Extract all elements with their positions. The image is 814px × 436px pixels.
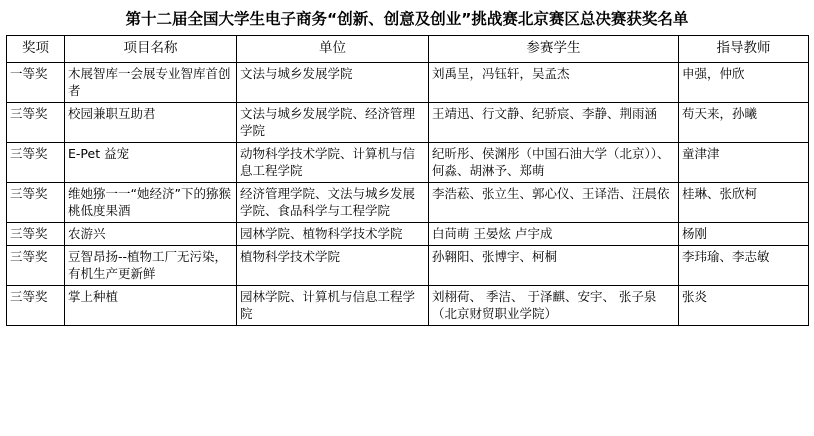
cell-students: 白苘萌 王晏炫 卢宇成 xyxy=(429,223,679,246)
table-row xyxy=(7,246,809,286)
column-header-unit: 单位 xyxy=(237,36,429,63)
column-header-award: 奖项 xyxy=(7,36,65,63)
cell-unit: 经济管理学院、文法与城乡发展学院、食品科学与工程学院 xyxy=(237,183,429,223)
cell-unit: 园林学院、计算机与信息工程学院 xyxy=(237,286,429,326)
cell-students: 孙翱阳、张博宇、柯桐 xyxy=(429,246,679,286)
cell-project: 掌上种植 xyxy=(65,286,237,326)
cell-teachers: 张炎 xyxy=(679,286,809,326)
cell-unit: 文法与城乡发展学院 xyxy=(237,63,429,103)
cell-award: 三等奖 xyxy=(7,103,65,143)
table-row xyxy=(7,286,809,326)
cell-teachers: 桂琳、张欣柯 xyxy=(679,183,809,223)
cell-project: 农游兴 xyxy=(65,223,237,246)
cell-teachers: 李玮瑜、李志敏 xyxy=(679,246,809,286)
table-header-row xyxy=(7,36,809,63)
cell-award: 三等奖 xyxy=(7,246,65,286)
cell-students: 李浩菘、张立生、郭心仪、王译浩、汪晨依 xyxy=(429,183,679,223)
cell-award: 三等奖 xyxy=(7,143,65,183)
table-row xyxy=(7,183,809,223)
cell-teachers: 申强，仲欣 xyxy=(679,63,809,103)
cell-award: 三等奖 xyxy=(7,286,65,326)
column-header-students: 参赛学生 xyxy=(429,36,679,63)
cell-students: 刘禹呈，冯钰轩，吴孟杰 xyxy=(429,63,679,103)
cell-award: 三等奖 xyxy=(7,223,65,246)
table-row xyxy=(7,63,809,103)
table-row xyxy=(7,103,809,143)
table-row xyxy=(7,143,809,183)
cell-students: 王靖迅、行文静、纪骄宸、李静、荆雨涵 xyxy=(429,103,679,143)
cell-project: 木展智库一会展专业智库首创者 xyxy=(65,63,237,103)
cell-teachers: 童津津 xyxy=(679,143,809,183)
cell-unit: 动物科学技术学院、计算机与信息工程学院 xyxy=(237,143,429,183)
cell-project: 校园兼职互助君 xyxy=(65,103,237,143)
cell-unit: 园林学院、植物科学技术学院 xyxy=(237,223,429,246)
column-header-teachers: 指导教师 xyxy=(679,36,809,63)
page-title: 第十二届全国大学生电子商务“创新、创意及创业”挑战赛北京赛区总决赛获奖名单 xyxy=(125,10,689,28)
cell-students: 刘栩荷、 季洁、 于泽麒、安宇、 张子泉（北京财贸职业学院） xyxy=(429,286,679,326)
cell-unit: 植物科学技术学院 xyxy=(237,246,429,286)
cell-unit: 文法与城乡发展学院、经济管理学院 xyxy=(237,103,429,143)
cell-teachers: 苟天来，孙曦 xyxy=(679,103,809,143)
cell-project: E-Pet 益宠 xyxy=(65,143,237,183)
cell-award: 一等奖 xyxy=(7,63,65,103)
cell-project: 豆智昂扬--植物工厂无污染，有机生产更新鲜 xyxy=(65,246,237,286)
table-row xyxy=(7,223,809,246)
cell-teachers: 杨刚 xyxy=(679,223,809,246)
award-list-table xyxy=(6,35,809,326)
column-header-project: 项目名称 xyxy=(65,36,237,63)
cell-students: 纪昕彤、侯渊彤（中国石油大学（北京））、何淼、胡淋予、郑萌 xyxy=(429,143,679,183)
cell-award: 三等奖 xyxy=(7,183,65,223)
cell-project: 维她猕一一“她经济”下的猕猴桃低度果酒 xyxy=(65,183,237,223)
